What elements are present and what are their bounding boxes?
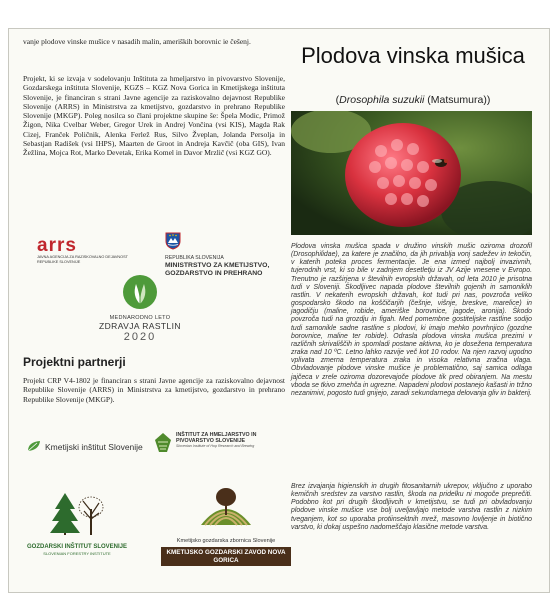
crp-paragraph: Projekt CRP V4-1802 je financiran s strani Javne agencije za raziskovalno dejavnost Republike Slovenije (ARRS) in Ministrstva za kmetijstvo, gozdarstvo in prehrano Republike Slovenije (MKGP). (23, 376, 285, 404)
author-name: (Matsumura)) (424, 94, 491, 106)
leaf-globe-icon (122, 274, 158, 310)
ministry-name: MINISTRSTVO ZA KMETIJSTVO, GOZDARSTVO IN PREHRANO (165, 261, 270, 277)
kgz-caption: Kmetijsko gozdarska zbornica Slovenije (176, 538, 276, 544)
field-tree-icon (197, 485, 255, 531)
description-paragraph-1: Plodova vinska mušica spada v družino vinskih mušic oziroma drozofil (Drosophilidae), za katere je značilno, da jih privablja vonj sadežev in tekočin, v katerih poteka proces fermentacije. Je ena izmed najbolj invazivnih, tujerodnih vrst, ki so bile v zadnjem desetletju iz JV Azije vnesene v Evropo. Trenutno je razširjena v številnih evropskih državah, od leta 2010 je prisotna tudi v Sloveniji. Škodljivec napada plodove številnih gojenih in samoniklih rastlin. V nekaterih evropskih državah, kot tudi pri nas, povzroča veliko gospodarsko škodo na koščičarjih (češnje, višnje, breskve, marelice) in jagodičju (maline, robide, ameriške borovnice, jagode, aronija). Škodo povzroča tudi na grozdju in figah. Med pomembne gostiteljske rastline sodijo tudi samonikle sadne rastline s plodovi, ki imajo mehko povrhnjico (gozdne borovnice, maline ter robide). Odrasla plodova vinska mušica prezimi v različnih skrivališčih in spomladi postane aktivna, ko je dosežena temperatura zraka nad 10 ºC. Letno lahko razvije več kot 10 rodov. Na njen razvoj ugodno vplivata zmerna temperatura zraka in visoka relativna zračna vlaga. Obvladovanje plodove vinske mušice je problematično, saj samica odlaga jajčeca v zrele oziroma dozorevajoče plodove tik pred obiranjem. Na mestu vboda se tkivo zmehča in ugrezne. Napadeni plodovi postanejo kašasti in tržno nezanimivi, pogosto tudi gnijejo, zaradi sekundarnega delovanja gliv in bakterij. (291, 243, 532, 397)
slovenia-coat-of-arms-icon (165, 232, 181, 250)
species-subtitle (289, 94, 537, 106)
partners-heading: Projektni partnerji (23, 355, 126, 369)
arrs-logo (37, 236, 157, 264)
ministry-caption: REPUBLIKA SLOVENIJA (165, 255, 224, 261)
ihps-logo (153, 432, 283, 454)
leaflet-page (8, 28, 550, 593)
arrs-caption-1: JAVNA AGENCIJA ZA RAZISKOVALNO DEJAVNOST (37, 255, 128, 259)
ihps-name: INŠTITUT ZA HMELJARSTVO IN PIVOVARSTVO SLOVENIJE (176, 432, 257, 444)
arrs-wordmark: arrs (37, 235, 77, 256)
subtitle-open: ( (335, 94, 340, 106)
description-paragraph-2: Brez izvajanja higienskih in drugih fitosanitarnih ukrepov, vključno z uporabo kemičnih sredstev za varstvo rastlin, škoda na pridelku ni mogoče preprečiti. Podobno kot pri drugih škodljivcih v kmetijstvu, se tudi pri obvladovanju plodove vinske mušice vse bolj uveljavljajo metode varstva rastlin z nizkim tveganjem, kot so uporaba protiinsektnih mrež, masovno lovljenje in biotično varstvo, ki dokaj uspešno nadomeščajo klasične metode varstva. (291, 483, 532, 531)
kis-leaf-icon (27, 440, 41, 452)
project-paragraph: Projekt, ki se izvaja v sodelovanju Inštituta za hmeljarstvo in pivovarstvo Slovenije, Gozdarskega inštituta Slovenije, KGZS – KGZ Nova Gorica in Kmetijskega inštituta Slovenije, je financiran s strani Javne agencije za raziskovalno dejavnost Republike Slovenije (ARRS) in Ministrstva za kmetijstvo, gozdarstvo in prehrano Republike Slovenije (MKGP). Poleg nosilca so člani projektne skupine še: Špela Modic, Primož Žigon, Nika Cvelbar Weber, Gregor Urek in Andrej Vončina (vsi KIS), Magda Rak Cizej, Franček Poličnik, Alenka Ferlež Rus, Silvo Žveplan, Jolanda Persolja in Sebastjan Radišek (vsi IHPS), Maarten de Groot in Andreja Kavčič (oba GIS), Ivan Žežlina, Mojca Rot, Marko Devetak, Erika Komel in Davor Mrzlič (vsi KGZ GO). (23, 74, 285, 158)
hop-cone-icon (153, 432, 173, 454)
kis-logo (27, 437, 143, 455)
ihps-sub: Slovenian Institute of Hop Research and Brewing (176, 444, 255, 448)
year-label: MEDNARODNO LETO (109, 315, 171, 321)
kgz-banner: KMETIJSKO GOZDARSKI ZAVOD NOVA GORICA (161, 547, 291, 566)
year-title: ZDRAVJA RASTLIN (99, 321, 181, 331)
kis-name: Kmetijski inštitut Slovenije (45, 442, 143, 452)
plant-health-year-logo (85, 274, 195, 343)
latin-name: Drosophila suzukii (339, 94, 425, 106)
gis-name: GOZDARSKI INŠTITUT SLOVENIJE (26, 544, 127, 550)
trees-icon (47, 489, 107, 539)
arrs-caption-2: REPUBLIKE SLOVENIJE (37, 259, 81, 264)
page-title: Plodova vinska mušica (301, 43, 525, 68)
gis-sub: SLOVENIAN FORESTRY INSTITUTE (43, 551, 111, 556)
kgz-logo (161, 485, 291, 566)
ministry-logo (165, 232, 291, 278)
gis-logo (25, 489, 129, 556)
intro-paragraph: vanje plodove vinske mušice v nasadih malin, ameriških borovnic ie češenj. (23, 37, 251, 46)
raspberry-with-fly-icon (291, 111, 532, 235)
year-number: 2020 (123, 331, 157, 343)
